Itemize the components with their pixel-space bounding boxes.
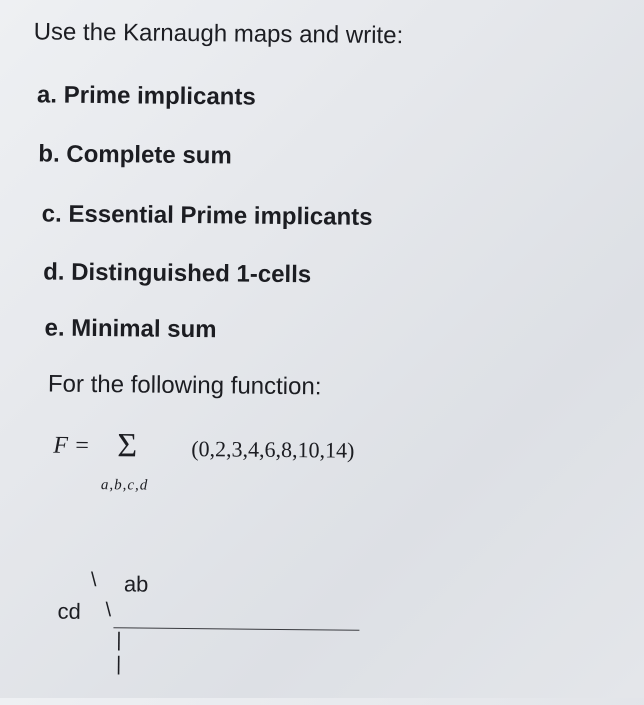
function-name: F bbox=[53, 432, 69, 459]
kmap-row-label: cd bbox=[57, 598, 81, 624]
task-complete-sum: b. Complete sum bbox=[38, 140, 232, 170]
function-intro: For the following function: bbox=[47, 370, 322, 401]
sigma-symbol: Σ bbox=[117, 427, 138, 465]
kmap-left-border: | bbox=[116, 629, 122, 652]
task-distinguished-cells: d. Distinguished 1-cells bbox=[43, 258, 312, 289]
minterm-list: (0,2,3,4,6,8,10,14) bbox=[191, 436, 355, 463]
karnaugh-map-sketch bbox=[53, 569, 374, 692]
task-essential-prime-implicants: c. Essential Prime implicants bbox=[41, 200, 373, 231]
task-minimal-sum: e. Minimal sum bbox=[44, 314, 217, 344]
kmap-left-border: | bbox=[115, 653, 122, 676]
kmap-top-border bbox=[113, 627, 359, 631]
sigma-variables: a,b,c,d bbox=[100, 477, 149, 494]
kmap-row-slash: \ bbox=[105, 599, 112, 622]
kmap-corner-slash: \ bbox=[90, 568, 97, 592]
equals-sign: = bbox=[75, 432, 90, 459]
task-prime-implicants: a. Prime implicants bbox=[36, 81, 256, 111]
instruction-heading: Use the Karnaugh maps and write: bbox=[33, 18, 404, 50]
kmap-column-label: ab bbox=[123, 571, 149, 597]
